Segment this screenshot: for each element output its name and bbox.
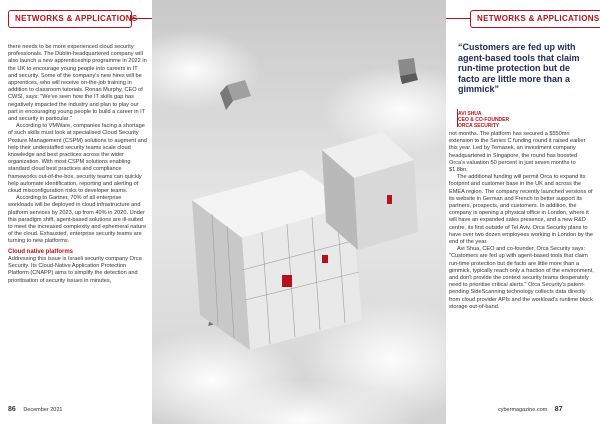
hero-image-cubes-in-clouds [152,0,446,424]
left-paragraph-2: According to VMWare, companies facing a shortage of such skills must look at specialised Cloud Security Posture Management (CSPM) solutions to augment and help their understaffed security teams scale cloud knowledge and best practices across the wider organization. With most CSPM solutions enabling standard cloud best practices and compliance frameworks out-of-the-box, security teams can quickly help automate identification, reporting and alerting of cloud misconfiguration risks to developer teams. [8,123,147,195]
right-paragraph-1: not months. The platform has secured a $550mn extension to the Series C funding round it raised earlier this year. Led by Temasek, an investment company headquartered in Singapore, the round has boosted Orca's valuation 50 percent in just seven months to $1.8bn. [449,131,586,174]
right-article-column [449,131,594,311]
footer-right [498,406,569,413]
left-article-column [8,44,148,285]
left-paragraph-1: there needs to be more experienced cloud security professionals. The Dublin-headquartered company will also launch a new apprenticeship programme in 2022 in the UK to encourage young people into careers in IT and security. Some of the company's new hires will be apprentices, who will receive on-the-job training in addition to classroom tutorials. Ronan Murphy, CEO of CWSI, says: "We've seen how the IT skills gap has negatively impacted the industry and plan to play our part in encouraging young people to build a career in IT and security in particular." [8,44,147,123]
author-name: AVI SHUA [458,111,482,117]
section-header-left: NETWORKS & APPLICATIONS [8,10,132,28]
subheading: Cloud native platforms [8,248,74,255]
author-company: ORCA SECURITY [458,123,500,129]
right-paragraph-2: The additional funding will permit Orca to expand its footprint and customer base in the UK and across the EMEA region. The company recently launched versions of its website in German and French to better support its partners, prospects, and customers. In addition, the company is opening a physical office in London, where it will have an expanded sales presence, and a new R&D centre, its first outside of Tel Aviv. Orca Security plans to have over two dozen employees working in London by the end of the year. [449,174,593,246]
cubes-illustration [152,0,446,424]
left-paragraph-4: Addressing this issue is Israeli security company Orca Security. Its Cloud-Native Application Protection Platform (CNAPP) aims to simplify the detection and prioritisation of security issues in minutes, [8,255,142,284]
header-rule-right [446,18,470,19]
section-header-right: NETWORKS & APPLICATIONS [470,10,600,28]
pull-quote: “Customers are fed up with agent-based tools that claim run-time protection but de facto are little more than a gimmick” [458,42,580,94]
page-number-right: 87 [554,406,563,413]
left-paragraph-3: According to Gartner, 70% of all enterprise workloads will be deployed in cloud infrastructure and platform services by 2023, up from 40% in 2020. Under this paradigm shift, agent-based solutions are ill-suited to meet the increased complexity and ephemeral nature of the cloud. Exhausted, enterprise security teams are turning to new platforms. [8,195,147,245]
issue-date: December 2021 [23,407,63,413]
site-url: cybermagazine.com [498,407,548,413]
author-title: CEO & CO-FOUNDER [458,117,510,123]
quote-attribution [458,111,593,129]
page-number-left: 86 [8,406,16,413]
footer-left [8,406,62,413]
right-paragraph-3: Avi Shua, CEO and co-founder, Orca Security says: "Customers are fed up with agent-based tools that claim run-time protection but de facto are little more than a gimmick, typically reach only a fraction of the environment, and don't provide the context security teams desperately need to prioritise critical alerts." Orca Security's patent-pending SideScanning technology collects data directly from cloud provider APIs and the workload's runtime block storage out-of-band. [449,246,594,310]
